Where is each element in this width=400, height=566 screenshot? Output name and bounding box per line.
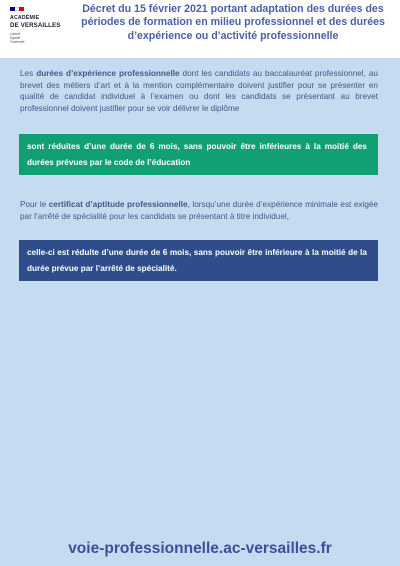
section1-highlight-box: sont réduites d’une durée de 6 mois, sans pouvoir être inférieures à la moitié des durées prévues par le code de l’éducation <box>19 134 378 175</box>
section1-intro-after: dont les candidats au baccalauréat professionnel, au brevet des métiers d’art et à la mention complémentaire doivent justifier pour se présenter en qualité de candidat individuel à l’examen ou dont les candidats se présentant au brevet professionnel doivent justifier pour se voir délivrer le diplôme <box>20 69 378 113</box>
page-title: Décret du 15 février 2021 portant adaptation des durées des périodes de formation en milieu professionnel et des durées d’expérience ou d’activité professionnelle <box>81 3 385 42</box>
logo-line-1: ACADÉMIE <box>10 15 40 21</box>
section1-intro <box>20 68 378 114</box>
academie-logo <box>7 4 67 52</box>
footer-url[interactable]: voie-professionnelle.ac-versailles.fr <box>68 540 332 557</box>
section1-intro-emphasis: durées d’expérience professionnelle <box>36 69 180 78</box>
logo-line-2: DE VERSAILLES <box>10 22 61 29</box>
header <box>0 0 400 58</box>
section2-intro-after: , lorsqu’une durée d’expérience minimale est exigée par l’arrêté de spécialité pour les candidats se présentant à titre individuel, <box>20 200 378 221</box>
flag-icon <box>10 7 24 11</box>
section2-intro-before: Pour le <box>20 200 49 209</box>
section2-intro <box>20 199 378 222</box>
section1-intro-before: Les <box>20 69 37 78</box>
section2-highlight-box: celle-ci est réduite d’une durée de 6 mois, sans pouvoir être inférieure à la moitié de la durée prévue par l’arrêté de spécialité. <box>19 240 378 281</box>
logo-motto: Liberté Égalité Fraternité <box>10 32 25 44</box>
section2-intro-emphasis: certificat d’aptitude professionnelle <box>48 200 188 209</box>
